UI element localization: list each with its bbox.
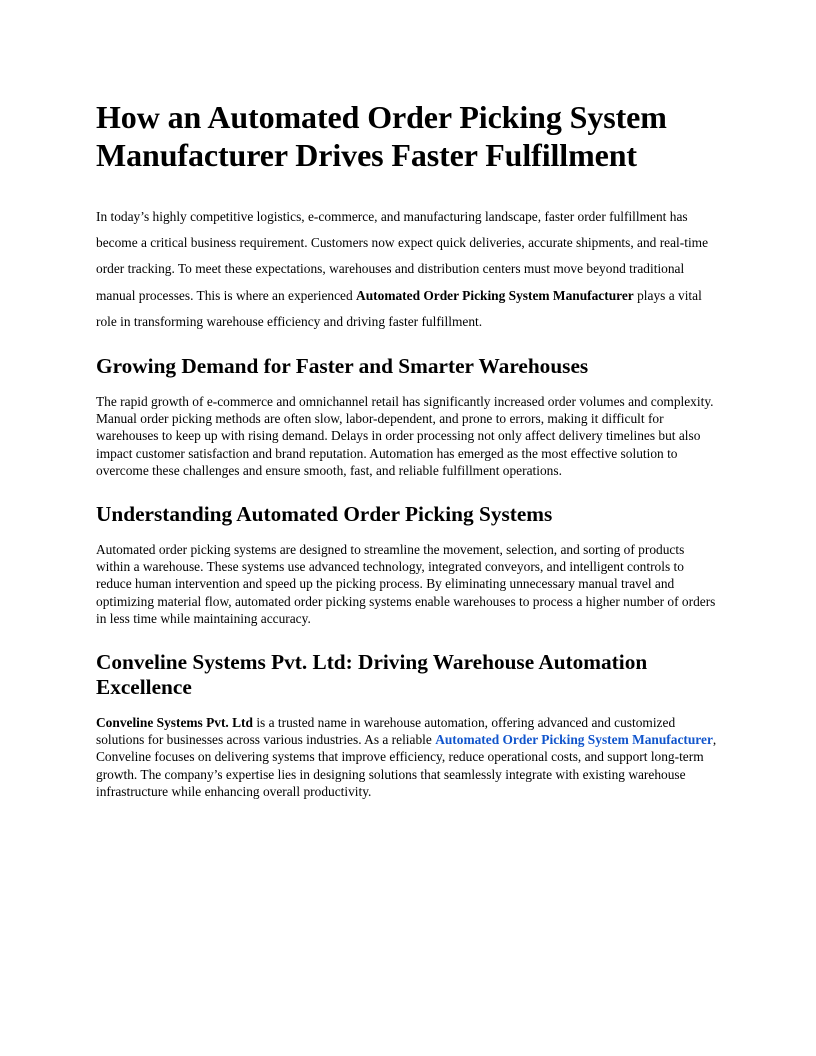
- document-page: [96, 98, 720, 823]
- section-paragraph-growing-demand: The rapid growth of e-commerce and omnichannel retail has significantly increased order volumes and complexity. Manual order picking methods are often slow, labor-dependent, and prone to errors, making it difficult for warehouses to keep up with rising demand. Delays in order processing not only affect delivery timelines but also impact customer satisfaction and brand reputation. Automation has emerged as the most effective solution to overcome these challenges and ensure smooth, fast, and reliable fulfillment operations.: [96, 394, 714, 478]
- section-paragraph-conveline: [96, 714, 720, 800]
- intro-bold-keyword: Automated Order Picking System Manufacturer: [356, 287, 634, 303]
- section-heading-conveline: Conveline Systems Pvt. Ltd: Driving Warehouse Automation Excellence: [96, 650, 648, 700]
- document-title: How an Automated Order Picking System Manufacturer Drives Faster Fulfillment: [96, 99, 667, 173]
- section-paragraph-understanding: Automated order picking systems are designed to streamline the movement, selection, and sorting of products within a warehouse. These systems use advanced technology, integrated conveyors, and intelligent controls to reduce human intervention and speed up the picking process. By eliminating unnecessary manual travel and optimizing material flow, automated order picking systems enable warehouses to process a higher number of orders in less time while maintaining accuracy.: [96, 542, 716, 626]
- company-name-bold: Conveline Systems Pvt. Ltd: [96, 715, 253, 731]
- intro-paragraph: [96, 204, 720, 335]
- conveline-text-after-link: , Conveline focuses on delivering systems that improve efficiency, reduce operational costs, and support long-term growth. The company’s expertise lies in designing solutions that seamlessly integrate with existing warehouse infrastructure while enhancing overall productivity.: [96, 732, 717, 799]
- section-heading-growing-demand: Growing Demand for Faster and Smarter Warehouses: [96, 354, 589, 379]
- conveline-text-before-link: is a trusted name in warehouse automation, offering advanced and customized solutions for businesses across various industries. As a reliable: [96, 715, 676, 748]
- intro-text-after: plays a vital role in transforming warehouse efficiency and driving faster fulfillment.: [96, 287, 702, 329]
- manufacturer-link[interactable]: Automated Order Picking System Manufacturer: [435, 732, 713, 748]
- intro-text-before: In today’s highly competitive logistics, e-commerce, and manufacturing landscape, faster order fulfillment has become a critical business requirement. Customers now expect quick deliveries, accurate shipments, and real-time order tracking. To meet these expectations, warehouses and distribution centers must move beyond traditional manual processes. This is where an experienced: [96, 209, 709, 303]
- section-heading-understanding: Understanding Automated Order Picking Systems: [96, 502, 553, 527]
